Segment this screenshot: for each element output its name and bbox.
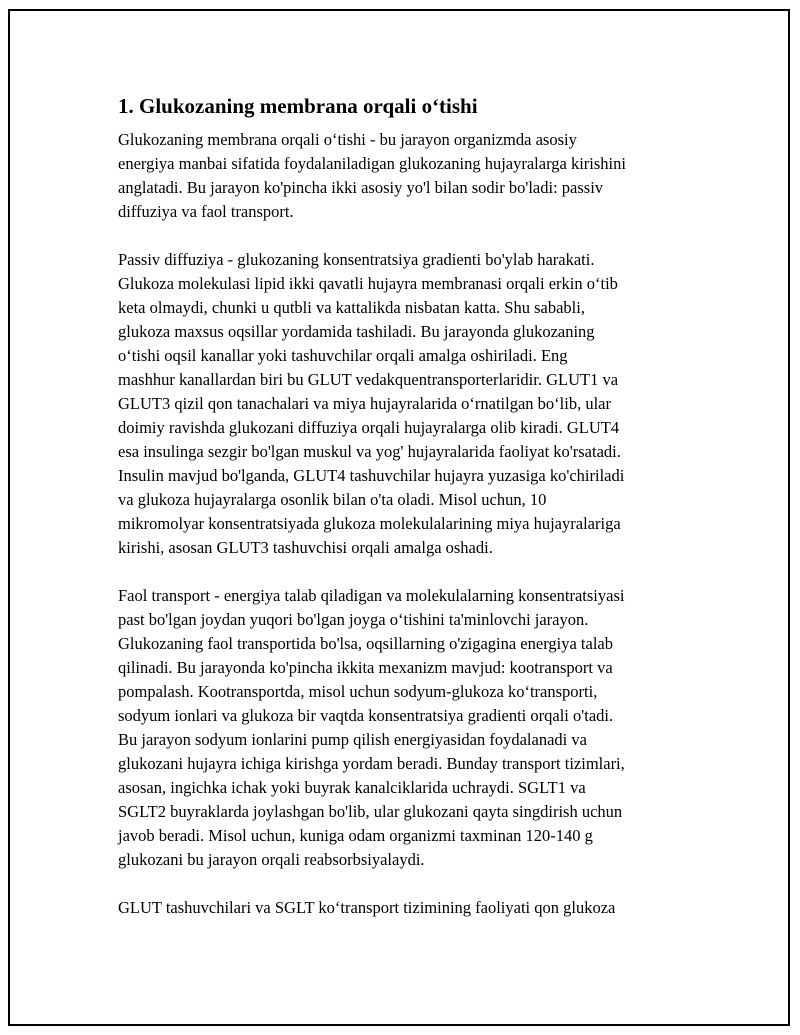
paragraph-active-transport	[118, 584, 698, 872]
paragraph-line: glukozani bu jarayon orqali reabsorbsiyalaydi.	[118, 850, 425, 869]
paragraph-line: glukozani hujayra ichiga kirishga yordam beradi. Bunday transport tizimlari,	[118, 754, 625, 773]
paragraph-line: sodyum ionlari va glukoza bir vaqtda konsentratsiya gradienti orqali o'tadi.	[118, 706, 614, 725]
paragraph-line: GLUT tashuvchilari va SGLT ko‘transport tizimining faoliyati qon glukoza	[118, 898, 616, 917]
paragraph-line: kirishi, asosan GLUT3 tashuvchisi orqali amalga oshadi.	[118, 538, 493, 557]
paragraph-line: anglatadi. Bu jarayon ko'pincha ikki asosiy yo'l bilan sodir bo'ladi: passiv	[118, 178, 604, 197]
paragraph-line: SGLT2 buyraklarda joylashgan bo'lib, ular glukozani qayta singdirish uchun	[118, 802, 623, 821]
paragraph-passive-diffusion	[118, 248, 698, 560]
paragraph-glut-sglt	[118, 896, 698, 920]
paragraph-line: Glukoza molekulasi lipid ikki qavatli hujayra membranasi orqali erkin o‘tib	[118, 274, 618, 293]
paragraph-line: mashhur kanallardan biri bu GLUT vedakquentransporterlaridir. GLUT1 va	[118, 370, 619, 389]
document-body	[118, 92, 698, 944]
paragraph-line: qilinadi. Bu jarayonda ko'pincha ikkita mexanizm mavjud: kootransport va	[118, 658, 613, 677]
paragraph-line: Insulin mavjud bo'lganda, GLUT4 tashuvchilar hujayra yuzasiga ko'chiriladi	[118, 466, 625, 485]
paragraph-line: pompalash. Kootransportda, misol uchun sodyum-glukoza ko‘transporti,	[118, 682, 598, 701]
paragraph-line: keta olmaydi, chunki u qutbli va kattalikda nisbatan katta. Shu sababli,	[118, 298, 585, 317]
paragraph-line: Faol transport - energiya talab qiladigan va molekulalarning konsentratsiyasi	[118, 586, 625, 605]
paragraph-line: glukoza maxsus oqsillar yordamida tashiladi. Bu jarayonda glukozaning	[118, 322, 595, 341]
section-heading: 1. Glukozaning membrana orqali o‘tishi	[118, 94, 478, 118]
paragraph-line: asosan, ingichka ichak yoki buyrak kanalciklarida uchraydi. SGLT1 va	[118, 778, 586, 797]
paragraph-line: javob beradi. Misol uchun, kuniga odam organizmi taxminan 120-140 g	[118, 826, 593, 845]
paragraph-line: Passiv diffuziya - glukozaning konsentratsiya gradienti bo'ylab harakati.	[118, 250, 595, 269]
paragraph-line: Bu jarayon sodyum ionlarini pump qilish energiyasidan foydalanadi va	[118, 730, 587, 749]
paragraph-line: mikromolyar konsentratsiyada glukoza molekulalarining miya hujayralariga	[118, 514, 621, 533]
paragraph-line: past bo'lgan joydan yuqori bo'lgan joyga o‘tishini ta'minlovchi jarayon.	[118, 610, 589, 629]
paragraph-line: esa insulinga sezgir bo'lgan muskul va yog' hujayralarida faoliyat ko'rsatadi.	[118, 442, 621, 461]
paragraph-line: Glukozaning membrana orqali o‘tishi - bu jarayon organizmda asosiy	[118, 130, 577, 149]
paragraph-line: va glukoza hujayralarga osonlik bilan o'ta oladi. Misol uchun, 10	[118, 490, 547, 509]
paragraph-line: energiya manbai sifatida foydalaniladigan glukozaning hujayralarga kirishini	[118, 154, 626, 173]
paragraph-line: GLUT3 qizil qon tanachalari va miya hujayralarida o‘rnatilgan bo‘lib, ular	[118, 394, 611, 413]
paragraph-line: o‘tishi oqsil kanallar yoki tashuvchilar orqali amalga oshiriladi. Eng	[118, 346, 568, 365]
paragraph-line: doimiy ravishda glukozani diffuziya orqali hujayralarga olib kiradi. GLUT4	[118, 418, 620, 437]
paragraph-line: Glukozaning faol transportida bo'lsa, oqsillarning o'zigagina energiya talab	[118, 634, 613, 653]
paragraph-intro	[118, 128, 698, 224]
paragraph-line: diffuziya va faol transport.	[118, 202, 294, 221]
